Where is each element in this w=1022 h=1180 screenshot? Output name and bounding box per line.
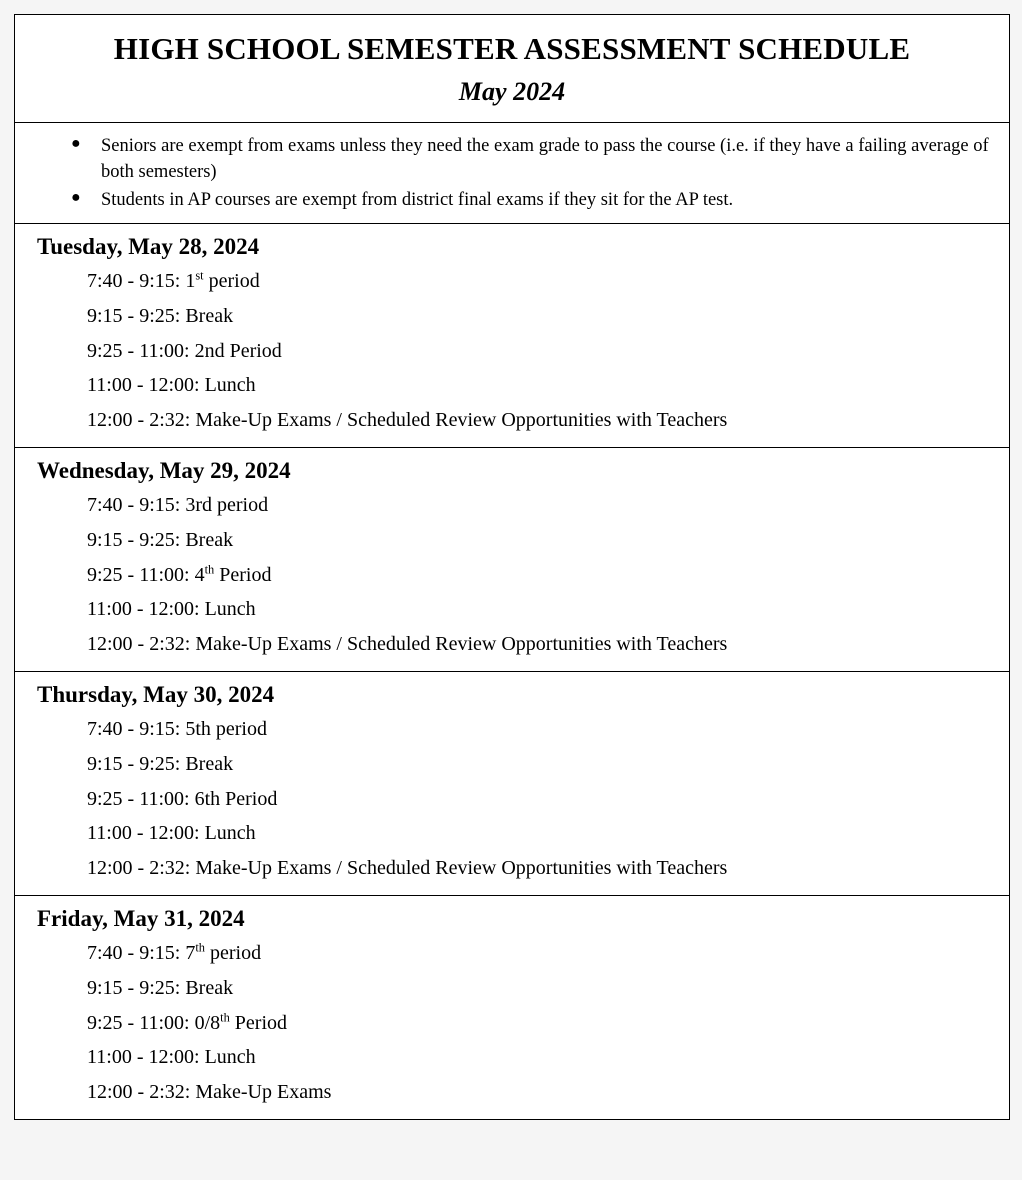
bullet-icon: ● bbox=[71, 135, 81, 153]
schedule-entry bbox=[27, 782, 997, 817]
schedule-entry-suffix: Period bbox=[214, 563, 272, 586]
schedule-entry bbox=[27, 851, 997, 886]
schedule-entry bbox=[27, 816, 997, 851]
schedule-entry-text: 12:00 - 2:32: Make-Up Exams / Scheduled Review Opportunities with Teachers bbox=[87, 857, 728, 880]
schedule-entry-text: 11:00 - 12:00: Lunch bbox=[87, 598, 256, 621]
schedule-entry bbox=[27, 971, 997, 1006]
table-header-row bbox=[15, 15, 1009, 123]
exemption-notes-row bbox=[15, 123, 1009, 224]
schedule-entry-text: 11:00 - 12:00: Lunch bbox=[87, 822, 256, 845]
schedule-entry-text: 9:15 - 9:25: Break bbox=[87, 304, 234, 327]
schedule-entry-text: 12:00 - 2:32: Make-Up Exams bbox=[87, 1081, 332, 1104]
schedule-entry-superscript: th bbox=[220, 1009, 230, 1024]
schedule-entry-suffix: period bbox=[204, 942, 262, 965]
schedule-entry-text: 11:00 - 12:00: Lunch bbox=[87, 1046, 256, 1069]
schedule-entry-suffix: Period bbox=[229, 1011, 288, 1034]
schedule-entry-ordinal: 7 bbox=[185, 942, 196, 965]
schedule-entry bbox=[27, 627, 997, 662]
schedule-entry bbox=[27, 403, 997, 438]
day-heading: Friday, May 31, 2024 bbox=[37, 905, 245, 931]
schedule-entry-suffix: period bbox=[203, 269, 260, 292]
exemption-notes-list bbox=[27, 133, 997, 213]
schedule-entry-text: 12:00 - 2:32: Make-Up Exams / Scheduled Review Opportunities with Teachers bbox=[87, 409, 728, 432]
schedule-entry bbox=[27, 264, 997, 299]
page-subtitle: May 2024 bbox=[458, 76, 566, 106]
schedule-entry-superscript: th bbox=[195, 940, 205, 955]
day-schedule-list bbox=[27, 488, 997, 662]
bullet-icon: ● bbox=[71, 188, 81, 206]
day-heading: Wednesday, May 29, 2024 bbox=[37, 457, 291, 483]
day-block bbox=[15, 224, 1009, 448]
day-block bbox=[15, 896, 1009, 1119]
schedule-entry-ordinal: 4 bbox=[194, 563, 205, 586]
schedule-table bbox=[14, 14, 1010, 1120]
day-heading: Tuesday, May 28, 2024 bbox=[37, 233, 260, 259]
schedule-entry-text: 9:15 - 9:25: Break bbox=[87, 976, 234, 999]
schedule-entry bbox=[27, 1006, 997, 1041]
schedule-entry-text: 9:25 - 11:00: 2nd Period bbox=[87, 339, 282, 362]
day-rows-container bbox=[15, 224, 1009, 1119]
schedule-entry-text: 7:40 - 9:15: 3rd period bbox=[87, 493, 269, 516]
day-heading: Thursday, May 30, 2024 bbox=[37, 681, 275, 707]
schedule-entry-ordinal: 1 bbox=[185, 269, 196, 292]
schedule-entry-text: 9:25 - 11:00: 0/8 bbox=[87, 1011, 221, 1034]
schedule-entry bbox=[27, 1075, 997, 1110]
schedule-entry bbox=[27, 712, 997, 747]
schedule-entry-text: 9:15 - 9:25: Break bbox=[87, 752, 234, 775]
day-block bbox=[15, 672, 1009, 896]
schedule-entry bbox=[27, 936, 997, 971]
schedule-entry-superscript: th bbox=[204, 561, 215, 576]
exemption-note-item bbox=[27, 187, 997, 213]
schedule-entry bbox=[27, 747, 997, 782]
schedule-entry bbox=[27, 1040, 997, 1075]
page-title: HIGH SCHOOL SEMESTER ASSESSMENT SCHEDULE bbox=[113, 31, 911, 66]
schedule-entry bbox=[27, 334, 997, 369]
schedule-entry-superscript: st bbox=[195, 268, 204, 283]
schedule-entry bbox=[27, 368, 997, 403]
day-schedule-list bbox=[27, 712, 997, 886]
day-schedule-list bbox=[27, 264, 997, 438]
exemption-note-item bbox=[27, 133, 997, 186]
schedule-entry bbox=[27, 558, 997, 593]
schedule-entry-text: 12:00 - 2:32: Make-Up Exams / Scheduled Review Opportunities with Teachers bbox=[87, 633, 728, 656]
schedule-entry-text: 9:25 - 11:00: bbox=[87, 563, 195, 586]
schedule-entry-text: 7:40 - 9:15: 5th period bbox=[87, 717, 267, 740]
day-schedule-list bbox=[27, 936, 997, 1110]
schedule-entry bbox=[27, 488, 997, 523]
schedule-entry bbox=[27, 299, 997, 334]
exemption-note-text: Seniors are exempt from exams unless they need the exam grade to pass the course (i.e. if they have a failing average of both semesters) bbox=[101, 136, 989, 183]
schedule-entry bbox=[27, 523, 997, 558]
schedule-entry-text: 9:25 - 11:00: 6th Period bbox=[87, 787, 278, 810]
schedule-entry-text: 11:00 - 12:00: Lunch bbox=[87, 374, 256, 397]
schedule-entry bbox=[27, 592, 997, 627]
schedule-entry-text: 7:40 - 9:15: bbox=[87, 942, 186, 965]
exemption-note-text: Students in AP courses are exempt from district final exams if they sit for the AP test. bbox=[101, 189, 734, 210]
day-block bbox=[15, 448, 1009, 672]
schedule-entry-text: 7:40 - 9:15: bbox=[87, 269, 186, 292]
schedule-entry-text: 9:15 - 9:25: Break bbox=[87, 528, 234, 551]
